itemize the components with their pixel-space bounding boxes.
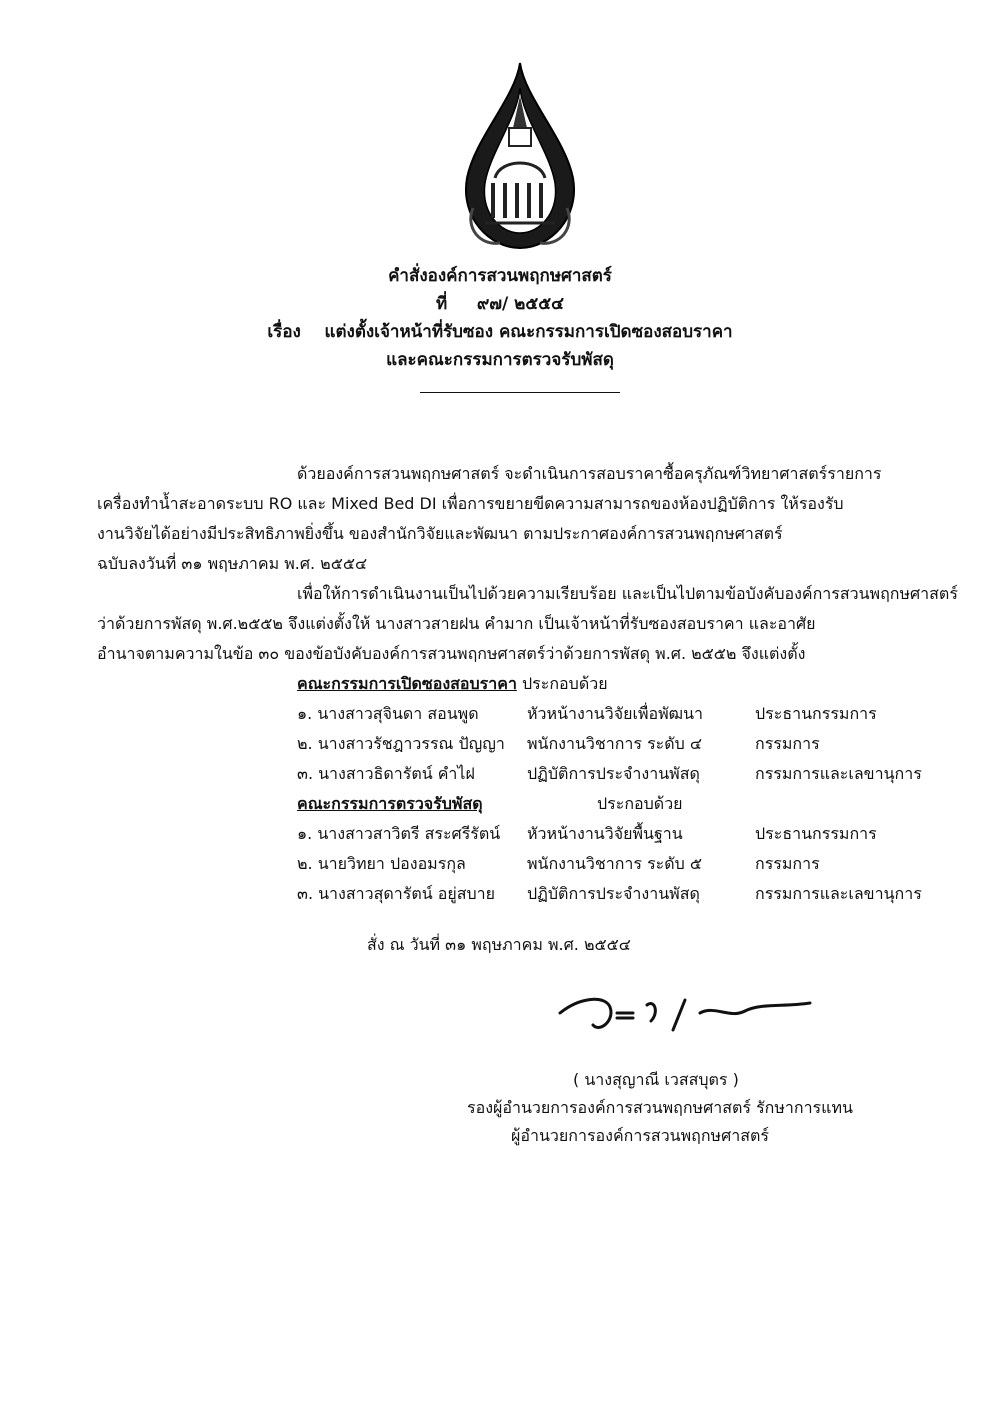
committee-2-member-3-role: กรรมการและเลขานุการ	[755, 884, 922, 903]
committee-1-member-2-position: พนักงานวิชาการ ระดับ ๔	[527, 734, 703, 753]
paragraph-2-line-1: เพื่อให้การดำเนินงานเป็นไปด้วยความเรียบร้อย และเป็นไปตามข้อบังคับองค์การสวนพฤกษศาสตร์	[297, 584, 958, 603]
paragraph-2-line-3: อำนาจตามความในข้อ ๓๐ ของข้อบังคับองค์การสวนพฤกษศาสตร์ว่าด้วยการพัสดุ พ.ศ. ๒๕๕๒ จึงแต่งตั้ง	[97, 644, 806, 663]
committee-1-member-2-name: ๒. นางสาวรัชฎาวรรณ ปัญญา	[297, 734, 505, 753]
committee-1-suffix: ประกอบด้วย	[522, 674, 608, 693]
organization-emblem-logo	[455, 58, 585, 258]
subject-line-1: แต่งตั้งเจ้าหน้าที่รับซอง คณะกรรมการเปิดซองสอบราคา	[324, 322, 733, 342]
paragraph-1-line-1: ด้วยองค์การสวนพฤกษศาสตร์ จะดำเนินการสอบราคาซื้อครุภัณฑ์วิทยาศาสตร์รายการ	[297, 464, 882, 483]
paragraph-1-line-2: เครื่องทำน้ำสะอาดระบบ RO และ Mixed Bed DI เพื่อการขยายขีดความสามารถของห้องปฏิบัติการ ให้รองรับ	[97, 494, 844, 513]
paragraph-2-line-2: ว่าด้วยการพัสดุ พ.ศ.๒๕๕๒ จึงแต่งตั้งให้ นางสาวสายฝน คำมาก เป็นเจ้าหน้าที่รับซองสอบราคา และอาศัย	[97, 614, 816, 633]
committee-2-member-1-role: ประธานกรรมการ	[755, 824, 877, 843]
committee-1-heading	[297, 672, 608, 697]
order-number-label: ที่	[436, 294, 448, 314]
committee-2-member-1-name: ๑. นางสาวสาวิตรี สระศรีรัตน์	[297, 824, 501, 843]
committee-2-member-3-name: ๓. นางสาวสุดารัตน์ อยู่สบาย	[297, 884, 495, 903]
paragraph-1-line-4: ฉบับลงวันที่ ๓๑ พฤษภาคม พ.ศ. ๒๕๕๔	[97, 554, 368, 573]
committee-1-member-3-name: ๓. นางสาวธิดารัตน์ คำไฝ	[297, 764, 475, 783]
committee-2-member-3-position: ปฏิบัติการประจำงานพัสดุ	[527, 884, 700, 903]
order-number-value: ๙๗/ ๒๕๕๔	[476, 294, 564, 314]
committee-1-title: คณะกรรมการเปิดซองสอบราคา	[297, 674, 517, 693]
paragraph-1-line-3: งานวิจัยได้อย่างมีประสิทธิภาพยิ่งขึ้น ของสำนักวิจัยและพัฒนา ตามประกาศองค์การสวนพฤกษศาสตร์	[97, 524, 783, 543]
handwritten-signature	[555, 985, 815, 1045]
committee-1-member-1-name: ๑. นางสาวสุจินดา สอนพูด	[297, 704, 479, 723]
header-divider	[420, 392, 620, 393]
committee-2-member-2-role: กรรมการ	[755, 854, 820, 873]
committee-1-member-1-role: ประธานกรรมการ	[755, 704, 877, 723]
committee-2-title	[297, 792, 483, 817]
committee-1-member-1-position: หัวหน้างานวิจัยเพื่อพัฒนา	[527, 704, 704, 723]
order-subject	[0, 318, 1000, 345]
committee-2-member-2-position: พนักงานวิชาการ ระดับ ๕	[527, 854, 703, 873]
order-date: สั่ง ณ วันที่ ๓๑ พฤษภาคม พ.ศ. ๒๕๕๔	[367, 935, 631, 954]
subject-label: เรื่อง	[267, 322, 301, 342]
committee-1-member-3-role: กรรมการและเลขานุการ	[755, 764, 922, 783]
order-title: คำสั่งองค์การสวนพฤกษศาสตร์	[388, 266, 612, 286]
signatory-title-line-1: รองผู้อำนวยการองค์การสวนพฤกษศาสตร์ รักษาการแทน	[467, 1098, 853, 1117]
subject-line-2: และคณะกรรมการตรวจรับพัสดุ	[386, 350, 614, 370]
committee-1-member-3-position: ปฏิบัติการประจำงานพัสดุ	[527, 764, 700, 783]
committee-2-suffix: ประกอบด้วย	[597, 794, 683, 813]
committee-2-member-1-position: หัวหน้างานวิจัยพื้นฐาน	[527, 824, 683, 843]
order-number	[0, 290, 1000, 317]
committee-1-member-2-role: กรรมการ	[755, 734, 820, 753]
signatory-name: ( นางสุญาณี เวสสบุตร )	[573, 1070, 739, 1089]
committee-2-title-text: คณะกรรมการตรวจรับพัสดุ	[297, 794, 483, 813]
committee-2-member-2-name: ๒. นายวิทยา ปองอมรกุล	[297, 854, 466, 873]
signatory-title-line-2: ผู้อำนวยการองค์การสวนพฤกษศาสตร์	[511, 1126, 769, 1145]
